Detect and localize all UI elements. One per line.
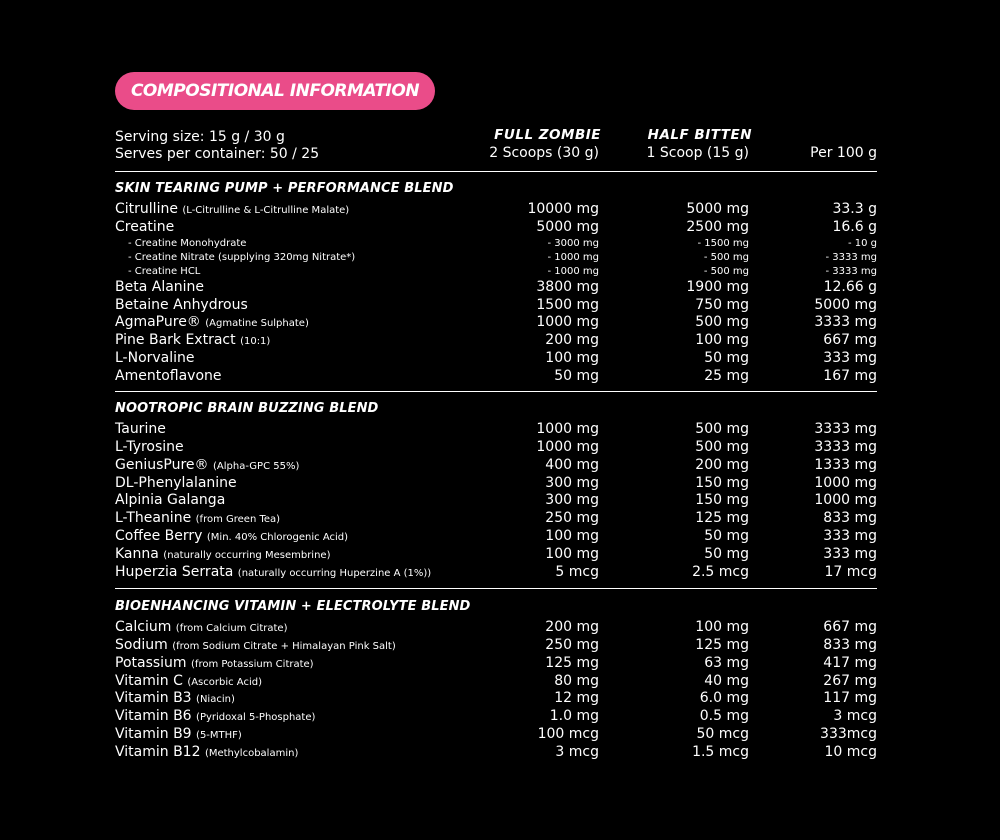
- full-zombie-value: 5 mcg: [555, 563, 599, 580]
- ingredient-note: (naturally occurring Mesembrine): [163, 549, 331, 561]
- full-zombie-value: 100 mg: [545, 545, 599, 562]
- ingredient-name: [115, 474, 237, 492]
- half-bitten-value: 125 mg: [695, 636, 749, 653]
- full-zombie-value: 100 mg: [545, 528, 599, 545]
- half-bitten-value: 50 mg: [704, 545, 749, 562]
- per-100g-value: 5000 mg: [814, 296, 877, 313]
- ingredient-note: (5-MTHF): [196, 730, 242, 742]
- full-zombie-value: 1.0 mg: [549, 708, 599, 725]
- half-bitten-value: 5000 mg: [686, 201, 749, 217]
- per-100g-value: 17 mcg: [824, 563, 877, 580]
- half-bitten-value: 2500 mg: [686, 218, 749, 235]
- per-100g-value: 10 mcg: [824, 743, 877, 760]
- table-row: [0, 545, 1000, 563]
- per-100g-value: 117 mg: [823, 690, 877, 707]
- half-bitten-value: 100 mg: [695, 332, 749, 349]
- ingredient-note: (Alpha-GPC 55%): [212, 460, 300, 472]
- ingredient-label: L-Theanine: [115, 510, 192, 527]
- half-bitten-value: - 500 mg: [703, 265, 749, 277]
- ingredient-name: [115, 438, 184, 456]
- half-bitten-value: 500 mg: [695, 438, 749, 455]
- per-100g-value: 3 mcg: [833, 708, 877, 725]
- table-row: [0, 438, 1000, 456]
- half-bitten-value: 50 mg: [704, 350, 749, 367]
- table-row: [0, 367, 1000, 385]
- ingredient-label: L-Norvaline: [115, 350, 195, 367]
- ingredient-label: Vitamin C: [115, 672, 183, 689]
- per-100g-value: 1000 mg: [814, 474, 877, 491]
- section-title: BIOENHANCING VITAMIN + ELECTROLYTE BLEND: [115, 599, 471, 614]
- table-subrow: [0, 251, 1000, 265]
- ingredient-label: Kanna: [115, 545, 159, 562]
- half-bitten-value: 6.0 mg: [699, 690, 749, 707]
- section-title: SKIN TEARING PUMP + PERFORMANCE BLEND: [115, 181, 454, 196]
- table-row: [0, 563, 1000, 581]
- table-row: [0, 672, 1000, 690]
- per-100g-value: - 10 g: [847, 237, 877, 249]
- table-row: [0, 636, 1000, 654]
- ingredient-label: Citrulline: [115, 201, 178, 217]
- ingredient-label: Huperzia Serrata: [115, 563, 234, 580]
- table-row: [0, 743, 1000, 761]
- ingredient-label: Pine Bark Extract: [115, 332, 236, 349]
- ingredient-name: [115, 296, 248, 314]
- ingredient-name: [115, 367, 222, 385]
- table-row: [0, 331, 1000, 349]
- per-100g-value: 3333 mg: [814, 314, 877, 331]
- full-zombie-value: 3800 mg: [536, 278, 599, 295]
- serving-size: Serving size: 15 g / 30 g: [115, 129, 285, 145]
- full-zombie-value: 1000 mg: [536, 438, 599, 455]
- ingredient-label: Betaine Anhydrous: [115, 296, 248, 313]
- per-100g-value: 167 mg: [823, 367, 877, 384]
- half-bitten-value: 2.5 mcg: [692, 563, 749, 580]
- full-zombie-value: - 1000 mg: [547, 265, 599, 277]
- per-100g-value: 12.66 g: [823, 278, 877, 295]
- per-100g-value: 417 mg: [823, 654, 877, 671]
- ingredient-label: - Creatine Nitrate (supplying 320mg Nitrate*): [128, 251, 356, 263]
- section-title: NOOTROPIC BRAIN BUZZING BLEND: [115, 401, 379, 416]
- per-100g-value: 667 mg: [823, 332, 877, 349]
- full-zombie-value: 100 mcg: [537, 726, 599, 743]
- half-bitten-value: - 500 mg: [703, 251, 749, 263]
- ingredient-label: Vitamin B3: [115, 690, 192, 707]
- ingredient-name: [115, 743, 298, 763]
- table-row: [0, 509, 1000, 527]
- table-row: [0, 313, 1000, 331]
- per-100g-value: 333 mg: [823, 350, 877, 367]
- ingredient-label: Taurine: [115, 421, 166, 437]
- half-bitten-value: 750 mg: [695, 296, 749, 313]
- per-100g-value: - 3333 mg: [825, 251, 877, 263]
- table-subrow: [0, 265, 1000, 279]
- per-100g-value: 833 mg: [823, 510, 877, 527]
- ingredient-note: (Agmatine Sulphate): [205, 318, 309, 330]
- column-title-half-bitten: HALF BITTEN: [647, 127, 752, 143]
- ingredient-label: Vitamin B12: [115, 743, 201, 760]
- full-zombie-value: 300 mg: [545, 474, 599, 491]
- ingredient-label: Calcium: [115, 619, 172, 635]
- half-bitten-value: 100 mg: [695, 619, 749, 635]
- table-row: [0, 278, 1000, 296]
- ingredient-note: (L-Citrulline & L-Citrulline Malate): [182, 205, 350, 216]
- table-row: [0, 200, 1000, 218]
- ingredient-note: (naturally occurring Huperzine A (1%)): [237, 567, 432, 579]
- serves-per-container: Serves per container: 50 / 25: [115, 146, 320, 162]
- ingredient-label: L-Tyrosine: [115, 438, 184, 455]
- per-100g-value: 16.6 g: [832, 218, 877, 235]
- ingredient-label: Vitamin B9: [115, 726, 192, 743]
- section-divider: [115, 171, 877, 172]
- column-title-full-zombie: FULL ZOMBIE: [494, 127, 601, 143]
- table-row: [0, 618, 1000, 636]
- per-100g-value: 267 mg: [823, 672, 877, 689]
- half-bitten-value: 40 mg: [704, 672, 749, 689]
- ingredient-note: (10:1): [240, 336, 271, 348]
- ingredient-label: Coffee Berry: [115, 528, 203, 545]
- ingredient-label: Vitamin B6: [115, 708, 192, 725]
- ingredient-note: (from Calcium Citrate): [175, 623, 288, 634]
- per-100g-value: 1333 mg: [814, 456, 877, 473]
- ingredient-label: Creatine: [115, 218, 175, 235]
- full-zombie-value: 1500 mg: [536, 296, 599, 313]
- table-row: [0, 474, 1000, 492]
- section-divider: [115, 391, 877, 392]
- full-zombie-value: 400 mg: [545, 456, 599, 473]
- column-sub-per-100g: Per 100 g: [810, 145, 877, 161]
- ingredient-label: - Creatine Monohydrate: [128, 237, 247, 249]
- half-bitten-value: 0.5 mg: [699, 708, 749, 725]
- table-row: [0, 654, 1000, 672]
- per-100g-value: 33.3 g: [832, 201, 877, 217]
- full-zombie-value: 1000 mg: [536, 421, 599, 437]
- table-row: [0, 349, 1000, 367]
- ingredient-label: Sodium: [115, 636, 168, 653]
- ingredient-note: (Pyridoxal 5-Phosphate): [196, 712, 316, 724]
- ingredient-label: - Creatine HCL: [128, 265, 201, 277]
- ingredient-label: AgmaPure®: [115, 314, 201, 331]
- serving-info: [115, 129, 319, 163]
- ingredient-name: [115, 420, 166, 438]
- per-100g-value: 1000 mg: [814, 492, 877, 509]
- table-subrow: [0, 237, 1000, 251]
- ingredient-label: Potassium: [115, 654, 187, 671]
- ingredient-name: [128, 251, 355, 265]
- section-badge: COMPOSITIONAL INFORMATION: [115, 72, 435, 110]
- table-row: [0, 725, 1000, 743]
- table-row: [0, 491, 1000, 509]
- full-zombie-value: 50 mg: [554, 367, 599, 384]
- ingredient-note: (from Green Tea): [195, 514, 281, 526]
- half-bitten-value: 500 mg: [695, 421, 749, 437]
- full-zombie-value: 10000 mg: [527, 201, 599, 217]
- table-row: [0, 456, 1000, 474]
- full-zombie-value: - 1000 mg: [547, 251, 599, 263]
- half-bitten-value: - 1500 mg: [697, 237, 749, 249]
- ingredient-label: Alpinia Galanga: [115, 492, 226, 509]
- half-bitten-value: 150 mg: [695, 492, 749, 509]
- full-zombie-value: 80 mg: [554, 672, 599, 689]
- ingredient-name: [115, 349, 195, 367]
- full-zombie-value: 300 mg: [545, 492, 599, 509]
- full-zombie-value: 5000 mg: [536, 218, 599, 235]
- table-row: [0, 218, 1000, 236]
- ingredient-note: (Min. 40% Chlorogenic Acid): [206, 532, 349, 544]
- half-bitten-value: 25 mg: [704, 367, 749, 384]
- full-zombie-value: 200 mg: [545, 619, 599, 635]
- per-100g-value: 333 mg: [823, 545, 877, 562]
- ingredient-name: [128, 265, 200, 279]
- ingredient-note: (Ascorbic Acid): [187, 676, 262, 688]
- ingredient-name: [115, 491, 225, 509]
- half-bitten-value: 500 mg: [695, 314, 749, 331]
- table-row: [0, 707, 1000, 725]
- full-zombie-value: 250 mg: [545, 636, 599, 653]
- half-bitten-value: 50 mcg: [696, 726, 749, 743]
- full-zombie-value: 1000 mg: [536, 314, 599, 331]
- column-sub-half-bitten: 1 Scoop (15 g): [646, 145, 749, 161]
- ingredient-name: [128, 237, 246, 251]
- table-row: [0, 527, 1000, 545]
- column-sub-full-zombie: 2 Scoops (30 g): [489, 145, 599, 161]
- full-zombie-value: 250 mg: [545, 510, 599, 527]
- half-bitten-value: 1.5 mcg: [692, 743, 749, 760]
- full-zombie-value: 125 mg: [545, 654, 599, 671]
- full-zombie-value: 200 mg: [545, 332, 599, 349]
- ingredient-label: Beta Alanine: [115, 278, 205, 295]
- per-100g-value: 667 mg: [823, 619, 877, 635]
- per-100g-value: 833 mg: [823, 636, 877, 653]
- table-row: [0, 296, 1000, 314]
- ingredient-label: DL-Phenylalanine: [115, 474, 237, 491]
- per-100g-value: 3333 mg: [814, 421, 877, 437]
- ingredient-note: (Methylcobalamin): [204, 747, 299, 759]
- per-100g-value: 333 mg: [823, 528, 877, 545]
- ingredient-note: (from Potassium Citrate): [191, 658, 314, 670]
- ingredient-name: [115, 218, 174, 236]
- table-row: [0, 420, 1000, 438]
- ingredient-note: (from Sodium Citrate + Himalayan Pink Salt): [172, 640, 396, 652]
- full-zombie-value: 12 mg: [554, 690, 599, 707]
- half-bitten-value: 150 mg: [695, 474, 749, 491]
- full-zombie-value: 100 mg: [545, 350, 599, 367]
- per-100g-value: 3333 mg: [814, 438, 877, 455]
- per-100g-value: - 3333 mg: [825, 265, 877, 277]
- half-bitten-value: 125 mg: [695, 510, 749, 527]
- half-bitten-value: 1900 mg: [686, 278, 749, 295]
- ingredient-label: Amentoflavone: [115, 367, 222, 384]
- ingredient-name: [115, 563, 431, 583]
- ingredient-note: (Niacin): [196, 694, 235, 706]
- section-divider: [115, 588, 877, 589]
- half-bitten-value: 63 mg: [704, 654, 749, 671]
- per-100g-value: 333mcg: [820, 726, 877, 743]
- ingredient-label: GeniusPure®: [115, 456, 209, 473]
- half-bitten-value: 200 mg: [695, 456, 749, 473]
- half-bitten-value: 50 mg: [704, 528, 749, 545]
- ingredient-name: [115, 278, 204, 296]
- table-row: [0, 689, 1000, 707]
- full-zombie-value: 3 mcg: [555, 743, 599, 760]
- full-zombie-value: - 3000 mg: [547, 237, 599, 249]
